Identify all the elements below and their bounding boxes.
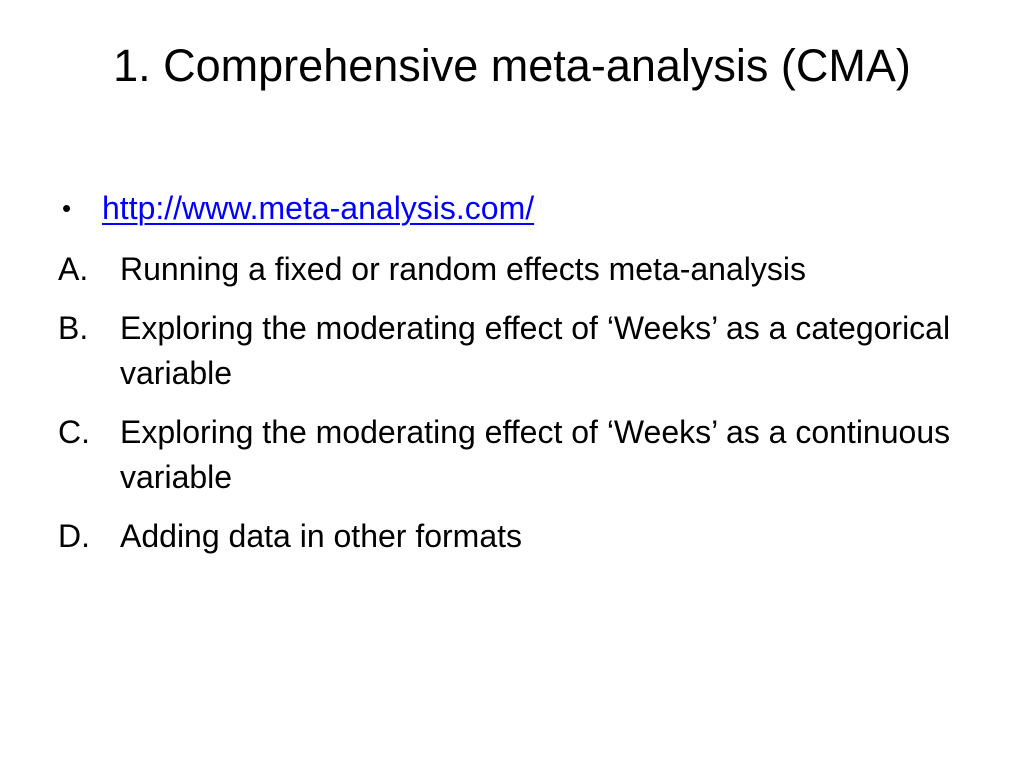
list-marker-d: D. — [58, 518, 90, 554]
slide-body — [58, 186, 978, 573]
list-text-a: Running a fixed or random effects meta-analysis — [120, 251, 806, 287]
list-item-c — [58, 410, 978, 500]
list-marker-b: B. — [58, 310, 89, 346]
slide-title: 1. Comprehensive meta-analysis (CMA) — [113, 40, 911, 91]
list-item-a — [58, 247, 978, 292]
list-text-b: Exploring the moderating effect of ‘Weeks’ as a categorical variable — [120, 310, 951, 391]
list-text-d: Adding data in other formats — [120, 518, 523, 554]
bullet-text — [102, 186, 978, 231]
list-text-c: Exploring the moderating effect of ‘Weeks’ as a continuous variable — [120, 414, 951, 495]
bullet-marker: • — [62, 193, 72, 223]
list-marker-a: A. — [58, 251, 89, 287]
website-link[interactable]: http://www.meta-analysis.com/ — [102, 190, 535, 226]
list-item-b — [58, 306, 978, 396]
list-item-d — [58, 514, 978, 559]
list-marker-c: C. — [58, 414, 90, 450]
link-bullet-item — [58, 186, 978, 231]
